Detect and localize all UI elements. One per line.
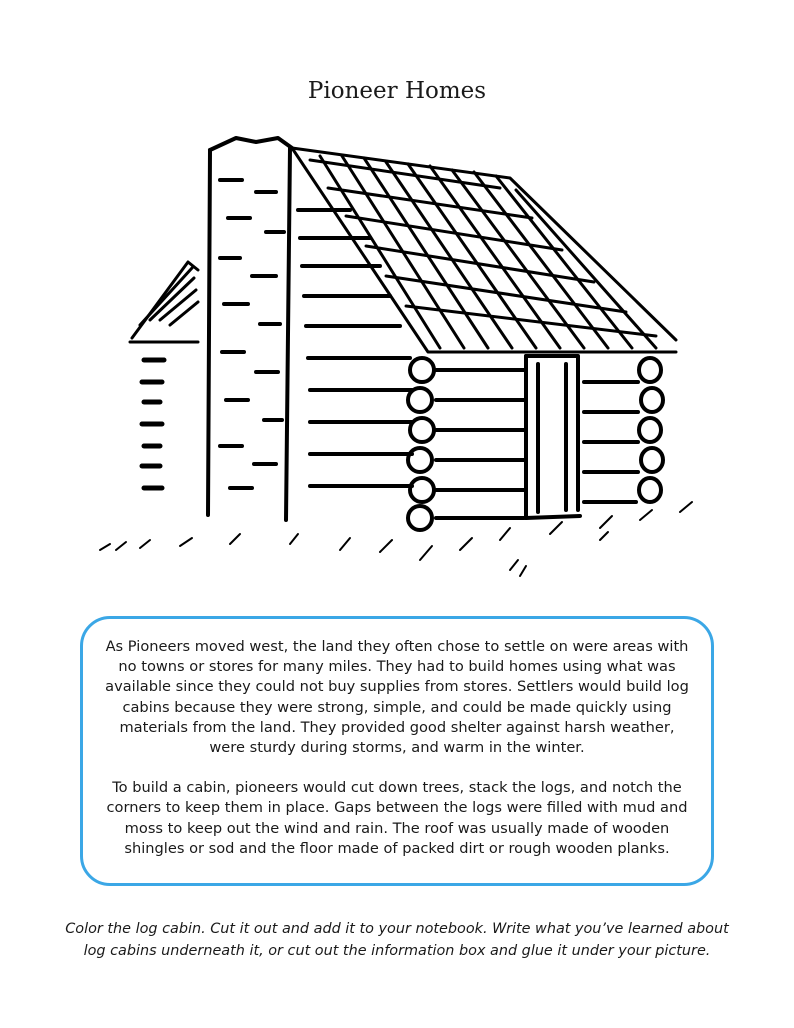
log-cabin-illustration: [80, 120, 720, 590]
info-paragraph-1: As Pioneers moved west, the land they often chose to settle on were areas with no towns or stores for many miles. They had to build homes using what was available since they could not buy supplies from stores. Settlers would build log cabins because they were strong, simple, and could be made quickly using materials from the land. They provided good shelter against harsh weather, were sturdy during storms, and warm in the winter.: [105, 638, 689, 757]
instructions-text: Color the log cabin. Cut it out and add it to your notebook. Write what you’ve learned about log cabins underneath it, or cut out the information box and glue it under your picture.: [65, 921, 729, 959]
info-paragraph-2: To build a cabin, pioneers would cut down trees, stack the logs, and notch the corners to keep them in place. Gaps between the logs were filled with mud and moss to keep out the wind and rain. The roof was usually made of wooden shingles or sod and the floor made of packed dirt or rough wooden planks.: [106, 779, 688, 857]
lean-to-wall: [142, 360, 164, 488]
chimney: [208, 138, 292, 520]
lean-to-roof: [130, 262, 198, 342]
grass: [100, 502, 692, 576]
page-title: Pioneer Homes: [307, 78, 487, 104]
roof: [292, 148, 676, 352]
door: [526, 356, 580, 518]
information-box: [80, 616, 714, 886]
